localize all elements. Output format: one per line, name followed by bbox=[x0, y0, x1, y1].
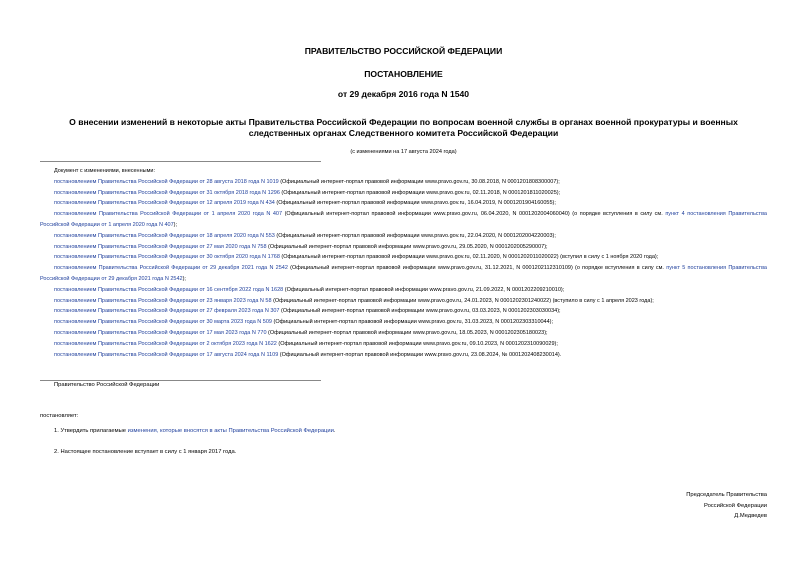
change-item bbox=[40, 328, 767, 339]
decree-heading: ПОСТАНОВЛЕНИЕ bbox=[364, 69, 443, 79]
amendment-source: (Официальный интернет-портал правовой информации www.pravo.gov.ru, 24.01.2023, N 0001202301240022) (вступило в силу с 1 апреля 2023 года); bbox=[271, 297, 654, 304]
change-item bbox=[40, 188, 767, 199]
amendment-source: (Официальный интернет-портал правовой информации www.pravo.gov.ru, 21.09.2022, N 0001202209210010); bbox=[283, 286, 565, 293]
signoff bbox=[686, 490, 767, 522]
amendment-link[interactable]: постановлением Правительства Российской Федерации от 30 марта 2023 года N 509 bbox=[54, 319, 272, 326]
amendment-source: (Официальный интернет-портал правовой информации www.pravo.gov.ru, 06.04.2020, N 0001202004060040) (о порядке вступления в силу см. bbox=[282, 211, 666, 218]
amendment-link[interactable]: постановлением Правительства Российской Федерации от 17 мая 2023 года N 770 bbox=[54, 329, 267, 336]
amendment-link[interactable]: постановлением Правительства Российской Федерации от 17 августа 2024 года N 1109 bbox=[54, 351, 279, 358]
amendment-link[interactable]: постановлением Правительства Российской Федерации от 27 февраля 2023 года N 307 bbox=[54, 308, 280, 315]
amendment-source: (Официальный интернет-портал правовой информации www.pravo.gov.ru, 23.08.2024, № 0001202408230014). bbox=[278, 351, 562, 358]
amendment-link[interactable]: постановлением Правительства Российской Федерации от 30 октября 2020 года N 1768 bbox=[54, 254, 280, 261]
amendment-source: (Официальный интернет-портал правовой информации www.pravo.gov.ru, 16.04.2019, N 0001201904160055); bbox=[274, 200, 556, 207]
change-item bbox=[40, 350, 767, 361]
document-title: О внесении изменений в некоторые акты Правительства Российской Федерации по вопросам военной службы в органах военной прокуратуры и военных следственных органах Следственного комитета Российской Федерации bbox=[69, 117, 738, 138]
change-item bbox=[40, 263, 767, 285]
changes-items bbox=[40, 177, 767, 361]
decree-date: от 29 декабря 2016 года N 1540 bbox=[337, 89, 470, 99]
change-item bbox=[40, 306, 767, 317]
amendment-link[interactable]: постановлением Правительства Российской Федерации от 28 августа 2018 года N 1019 bbox=[54, 178, 279, 185]
changes-link[interactable]: изменения, которые вносятся в акты Правительства Российской Федерации bbox=[127, 428, 334, 434]
amendment-link[interactable]: постановлением Правительства Российской Федерации от 2 октября 2023 года N 1622 bbox=[54, 340, 277, 347]
divider-top bbox=[40, 161, 321, 162]
amendment-source: (Официальный интернет-портал правовой информации www.pravo.gov.ru, 02.11.2020, N 0001202011020022) (вступил в силу с 1 ноября 2020 года); bbox=[279, 254, 659, 261]
revision-note: (с изменениями на 17 августа 2024 года) bbox=[350, 149, 457, 155]
amendment-source: (Официальный интернет-портал правовой информации www.pravo.gov.ru, 09.10.2023, N 0001202310090029); bbox=[276, 340, 558, 347]
change-item bbox=[40, 317, 767, 328]
change-item bbox=[40, 198, 767, 209]
issuer: Правительство Российской Федерации bbox=[54, 382, 160, 388]
amendment-source: (Официальный интернет-портал правовой информации www.pravo.gov.ru, 18.05.2023, N 0001202305180023); bbox=[266, 329, 548, 336]
amendment-link[interactable]: постановлением Правительства Российской Федерации от 29 декабря 2021 года N 2542 bbox=[54, 265, 288, 272]
amendment-link[interactable]: постановлением Правительства Российской Федерации от 1 апреля 2020 года N 407 bbox=[54, 211, 283, 218]
amendment-tail: ); bbox=[182, 275, 186, 282]
amendment-tail: ); bbox=[173, 221, 178, 228]
change-item bbox=[40, 296, 767, 307]
amendment-link[interactable]: постановлением Правительства Российской Федерации от 31 октября 2018 года N 1296 bbox=[54, 189, 280, 196]
changes-intro: Документ с изменениями, внесенными: bbox=[54, 168, 155, 174]
effective-order-link[interactable]: пункт 5 постановления Правительства Российской Федерации от 29 декабря 2021 года N 2542 bbox=[40, 265, 767, 282]
amendment-source: (Официальный интернет-портал правовой информации www.pravo.gov.ru, 22.04.2020, N 0001202004220003); bbox=[274, 232, 556, 239]
government-heading: ПРАВИТЕЛЬСТВО РОССИЙСКОЙ ФЕДЕРАЦИИ bbox=[304, 46, 503, 56]
amendment-source: (Официальный интернет-портал правовой информации www.pravo.gov.ru, 03.03.2023, N 0001202303030034); bbox=[279, 308, 561, 315]
amendment-link[interactable]: постановлением Правительства Российской Федерации от 27 мая 2020 года N 758 bbox=[54, 243, 267, 250]
signoff-name: Д.Медведев bbox=[734, 513, 767, 520]
resolves-text: постановляет: bbox=[40, 413, 79, 419]
amendment-source: (Официальный интернет-портал правовой информации www.pravo.gov.ru, 31.12.2021, N 0001202112310109) (о порядке вступления в силу см. bbox=[287, 265, 667, 272]
item-1 bbox=[54, 428, 335, 434]
change-item bbox=[40, 177, 767, 188]
amendment-source: (Официальный интернет-портал правовой информации www.pravo.gov.ru, 29.05.2020, N 0001202005290007); bbox=[266, 243, 548, 250]
change-item bbox=[40, 209, 767, 231]
change-item bbox=[40, 252, 767, 263]
amendment-source: (Официальный интернет-портал правовой информации www.pravo.gov.ru, 30.08.2018, N 0001201808300007); bbox=[278, 178, 560, 185]
signoff-country: Российской Федерации bbox=[703, 502, 767, 509]
amendment-link[interactable]: постановлением Правительства Российской Федерации от 18 апреля 2020 года N 553 bbox=[54, 232, 275, 239]
item-1-prefix: 1. Утвердить прилагаемые bbox=[54, 428, 128, 434]
amendment-link[interactable]: постановлением Правительства Российской Федерации от 23 января 2023 года N 58 bbox=[54, 297, 272, 304]
amendment-source: (Официальный интернет-портал правовой информации www.pravo.gov.ru, 02.11.2018, N 0001201811020025); bbox=[279, 189, 561, 196]
divider-bottom bbox=[40, 380, 321, 381]
change-item bbox=[40, 285, 767, 296]
effective-order-link[interactable]: пункт 4 постановления Правительства Российской Федерации от 1 апреля 2020 года N 407 bbox=[40, 211, 767, 228]
changes-list bbox=[40, 166, 767, 360]
change-item bbox=[40, 242, 767, 253]
item-1-suffix: . bbox=[333, 428, 336, 434]
signoff-position: Председатель Правительства bbox=[686, 492, 767, 498]
amendment-link[interactable]: постановлением Правительства Российской Федерации от 16 сентября 2022 года N 1628 bbox=[54, 286, 284, 293]
item-2: 2. Настоящее постановление вступает в силу с 1 января 2017 года. bbox=[54, 449, 237, 455]
amendment-source: (Официальный интернет-портал правовой информации www.pravo.gov.ru, 31.03.2023, N 0001202303310044); bbox=[271, 319, 554, 326]
amendment-link[interactable]: постановлением Правительства Российской Федерации от 12 апреля 2019 года N 434 bbox=[54, 200, 275, 207]
change-item bbox=[40, 339, 767, 350]
change-item bbox=[40, 231, 767, 242]
